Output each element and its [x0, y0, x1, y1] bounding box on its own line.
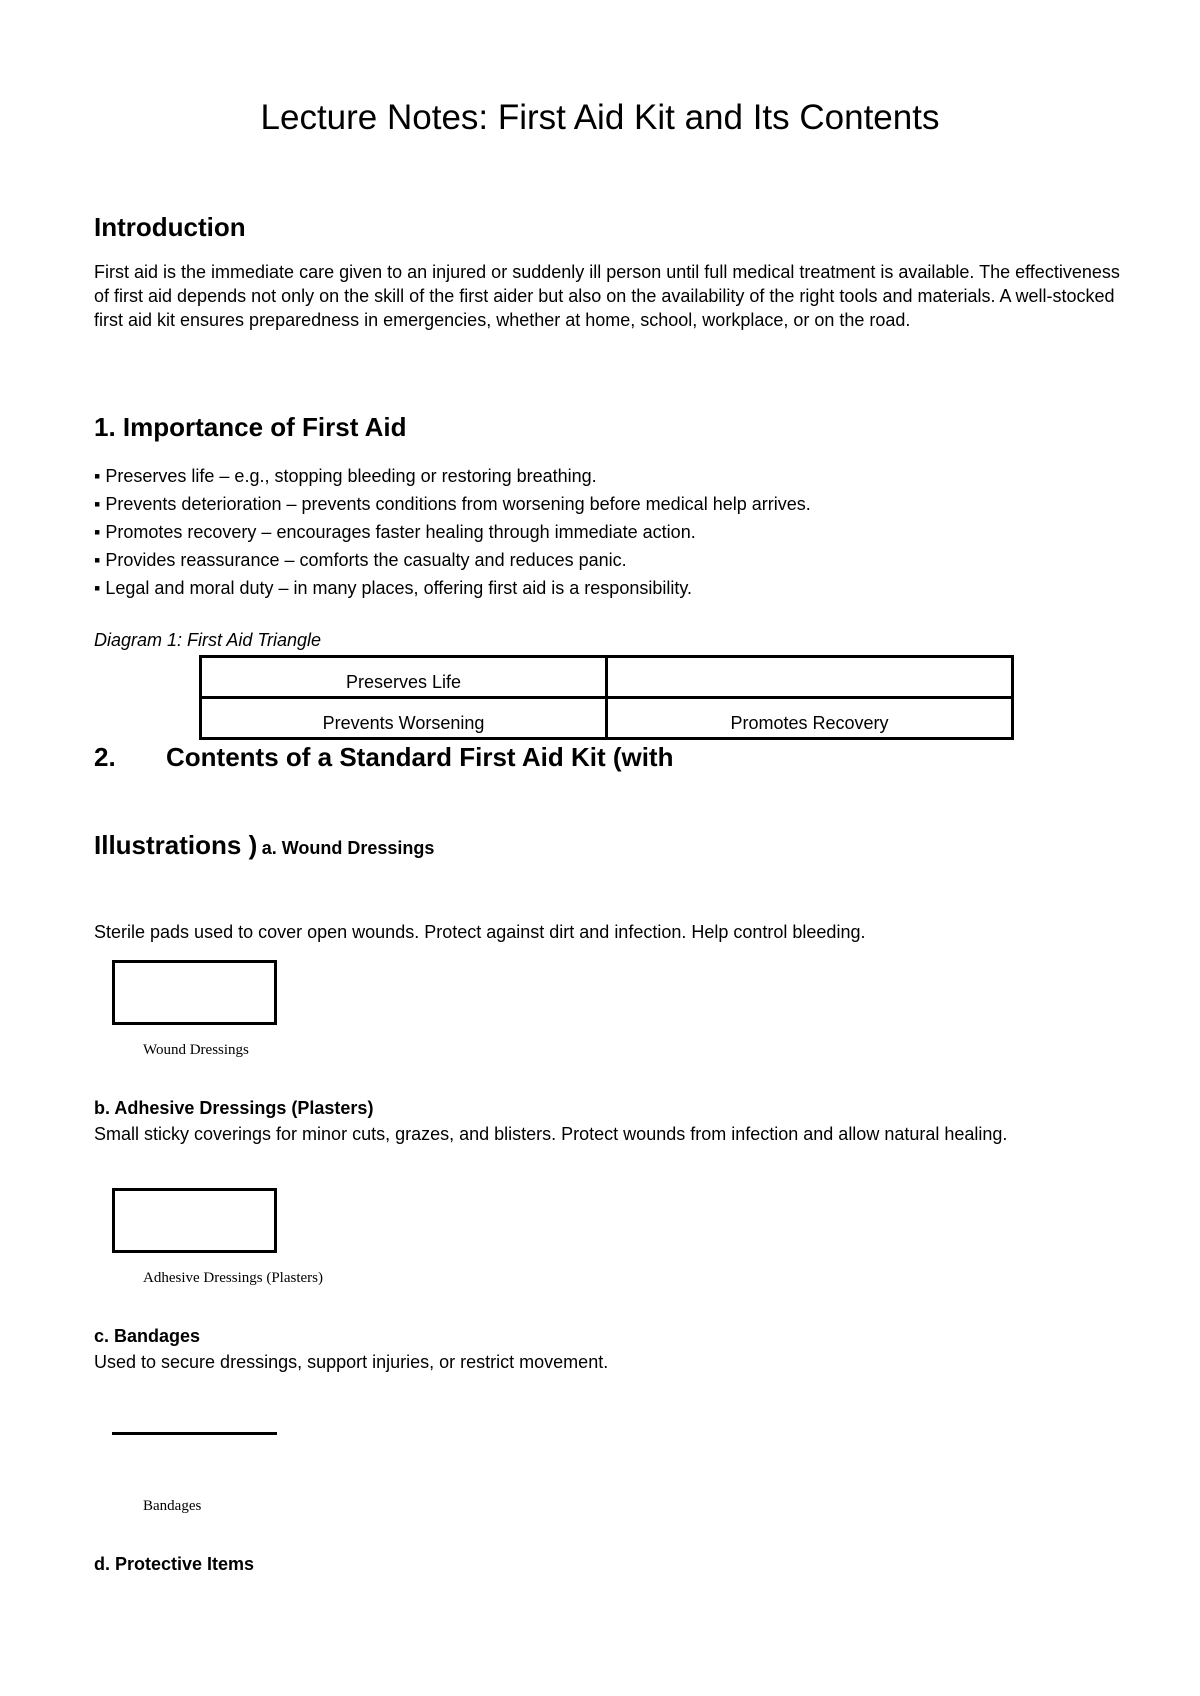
first-aid-triangle-table [199, 655, 1014, 740]
bullet-item: ▪ Prevents deterioration – prevents conditions from worsening before medical help arrives. [94, 494, 811, 514]
contents-heading-continuation [94, 828, 434, 862]
item-label-wound-dressings: a. Wound Dressings [261, 838, 435, 858]
document-title: Lecture Notes: First Aid Kit and Its Contents [260, 98, 940, 137]
table-row [201, 698, 1013, 739]
adhesive-dressings-illustration [112, 1188, 277, 1253]
table-cell: Promotes Recovery [607, 698, 1013, 739]
contents-heading-line2: Illustrations ) [94, 830, 258, 860]
adhesive-dressings-text: Small sticky coverings for minor cuts, grazes, and blisters. Protect wounds from infection and allow natural healing. [94, 1124, 1008, 1144]
diagram-caption: Diagram 1: First Aid Triangle [94, 630, 322, 650]
introduction-paragraph: First aid is the immediate care given to an injured or suddenly ill person until full medical treatment is available. The effectiveness of first aid depends not only on the skill of the first aider but also on the availability of the right tools and materials. A well-stocked first aid kit ensures preparedness in emergencies, whether at home, school, workplace, or on the road. [94, 262, 1120, 330]
bandages-caption: Bandages [143, 1498, 202, 1514]
contents-heading-number: 2. [94, 742, 116, 772]
item-label-adhesive-dressings: b. Adhesive Dressings (Plasters) [94, 1098, 374, 1118]
introduction-heading: Introduction [94, 212, 246, 242]
item-label-bandages: c. Bandages [94, 1326, 201, 1346]
wound-dressings-illustration [112, 960, 277, 1025]
bullet-item: ▪ Legal and moral duty – in many places, offering first aid is a responsibility. [94, 578, 693, 598]
bullet-item: ▪ Promotes recovery – encourages faster healing through immediate action. [94, 522, 696, 542]
importance-heading: 1. Importance of First Aid [94, 412, 407, 442]
contents-heading: Contents of a Standard First Aid Kit (with [166, 742, 674, 772]
table-cell: Prevents Worsening [201, 698, 607, 739]
bullet-item: ▪ Preserves life – e.g., stopping bleeding or restoring breathing. [94, 466, 597, 486]
item-label-protective-items: d. Protective Items [94, 1554, 255, 1574]
wound-dressings-text: Sterile pads used to cover open wounds. Protect against dirt and infection. Help control bleeding. [94, 922, 866, 942]
wound-dressings-caption: Wound Dressings [143, 1042, 249, 1058]
bandages-text: Used to secure dressings, support injuries, or restrict movement. [94, 1352, 609, 1372]
bullet-item: ▪ Provides reassurance – comforts the casualty and reduces panic. [94, 550, 627, 570]
table-cell: Preserves Life [201, 657, 607, 698]
adhesive-dressings-caption: Adhesive Dressings (Plasters) [143, 1270, 323, 1286]
importance-bullet-list [94, 462, 1134, 602]
bandages-illustration [112, 1432, 277, 1435]
table-cell [607, 657, 1013, 698]
table-row [201, 657, 1013, 698]
